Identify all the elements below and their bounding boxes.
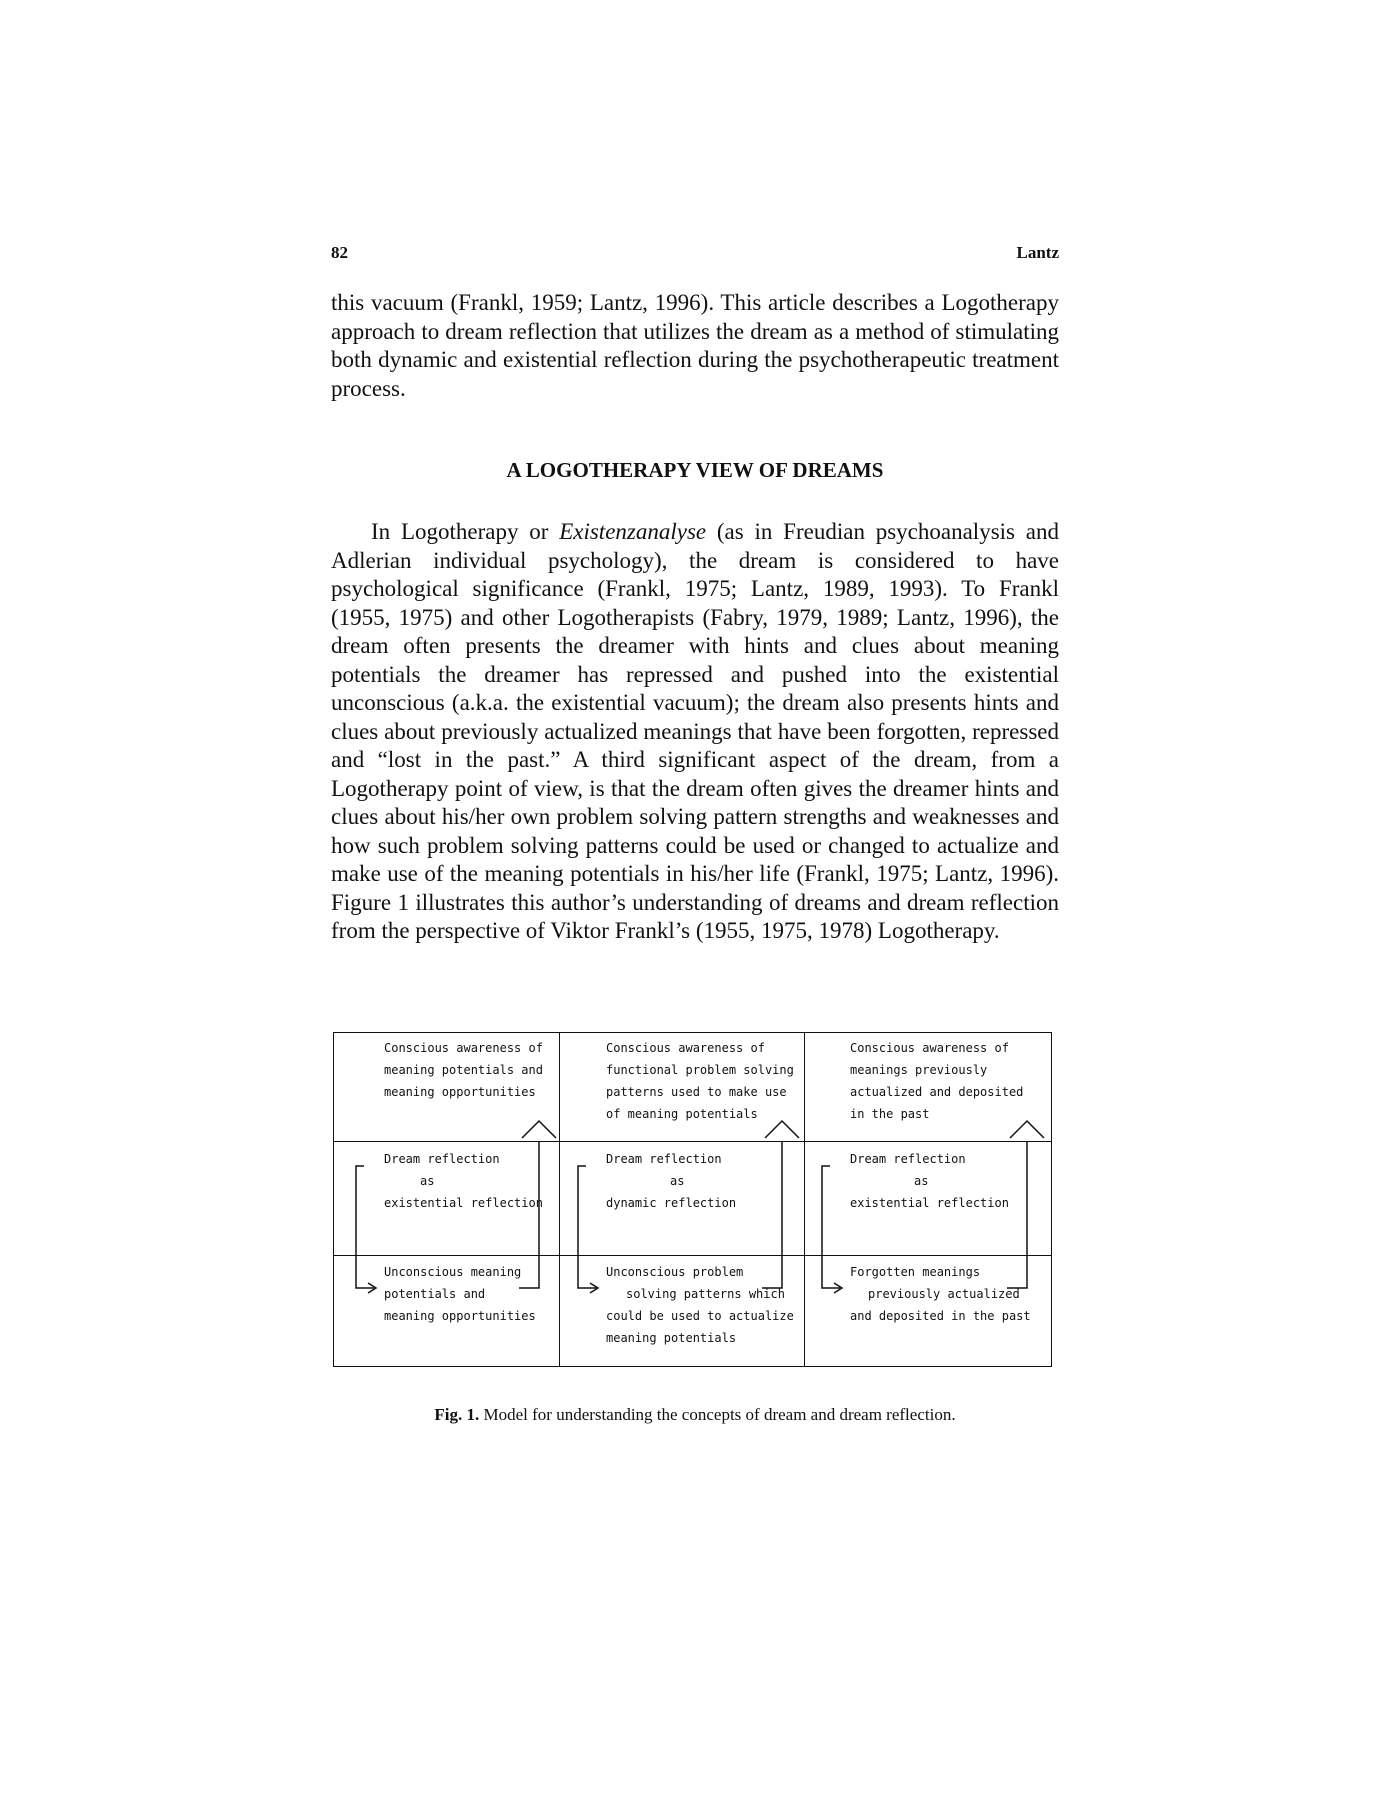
col1-return-line: [519, 1258, 539, 1288]
section-paragraph: [331, 518, 1059, 946]
paragraph-text-start: In Logotherapy or: [371, 519, 560, 544]
col1-up-arrow-head: [522, 1121, 556, 1138]
col2-middle-cell: Dream reflection as dynamic reflection: [606, 1152, 737, 1210]
caption-text: Model for understanding the concepts of dream and dream reflection.: [479, 1405, 956, 1424]
col1-top-cell: Conscious awareness of meaning potentials and meaning opportunities: [384, 1041, 543, 1099]
col3-middle-cell: Dream reflection as existential reflection: [850, 1152, 1009, 1210]
section-title: A LOGOTHERAPY VIEW OF DREAMS: [506, 458, 884, 482]
col3-return-line: [1007, 1258, 1027, 1288]
col2-up-arrow-head: [765, 1121, 799, 1138]
running-header: [331, 243, 1059, 263]
col2-left-bracket: [578, 1166, 596, 1288]
paragraph-text-rest: (as in Freudian psychoanalysis and Adlerian individual psychology), the dream is considered to have psychological significance (Frankl, 1975; Lantz, 1989, 1993). To Frankl (1955, 1975) and other Logotherapists (Fabry, 1979, 1989; Lantz, 1996), the dream often presents the dreamer with hints and clues about meaning potentials the dreamer has repressed and pushed into the existential unconscious (a.k.a. the existential vacuum); the dream also presents hints and clues about previously actualized meanings that have been forgotten, repressed and “lost in the past.” A third significant aspect of the dream, from a Logotherapy point of view, is that the dream often gives the dreamer hints and clues about his/her own problem solving pattern strengths and weaknesses and how such problem solving patterns could be used or changed to actualize and make use of the meaning potentials in his/her life (Frankl, 1975; Lantz, 1996). Figure 1 illustrates this author’s understanding of dreams and dream reflection from the perspective of Viktor Frankl’s (1955, 1975, 1978) Logotherapy.: [331, 519, 1059, 943]
page-number: 82: [331, 243, 348, 262]
figure-caption: [331, 1405, 1059, 1425]
col2-top-cell: Conscious awareness of functional problem solving patterns used to make use of meaning potentials: [606, 1041, 794, 1121]
running-head: Lantz: [1016, 243, 1059, 262]
col3-up-arrow-head: [1010, 1121, 1044, 1138]
col2-bottom-cell: Unconscious problem solving patterns which could be used to actualize meaning potentials: [606, 1265, 794, 1345]
caption-label: Fig. 1.: [434, 1405, 480, 1424]
col1-bottom-cell: Unconscious meaning potentials and meaning opportunities: [384, 1265, 536, 1323]
col1-middle-cell: Dream reflection as existential reflection: [384, 1152, 543, 1210]
col3-left-bracket: [822, 1166, 840, 1288]
figure-1-diagram: [333, 1032, 1052, 1367]
intro-paragraph: this vacuum (Frankl, 1959; Lantz, 1996). This article describes a Logotherapy approach to dream reflection that utilizes the dream as a method of stimulating both dynamic and existential reflection during the psychotherapeutic treatment process.: [331, 290, 1059, 401]
italic-term: Existenzanalyse: [559, 519, 707, 544]
col3-top-cell: Conscious awareness of meanings previously actualized and deposited in the past: [850, 1041, 1024, 1121]
flow-arrows: [334, 1033, 1053, 1368]
col3-bottom-cell: Forgotten meanings previously actualized and deposited in the past: [850, 1265, 1031, 1323]
col1-left-bracket: [356, 1166, 374, 1288]
col2-return-line: [762, 1258, 782, 1288]
